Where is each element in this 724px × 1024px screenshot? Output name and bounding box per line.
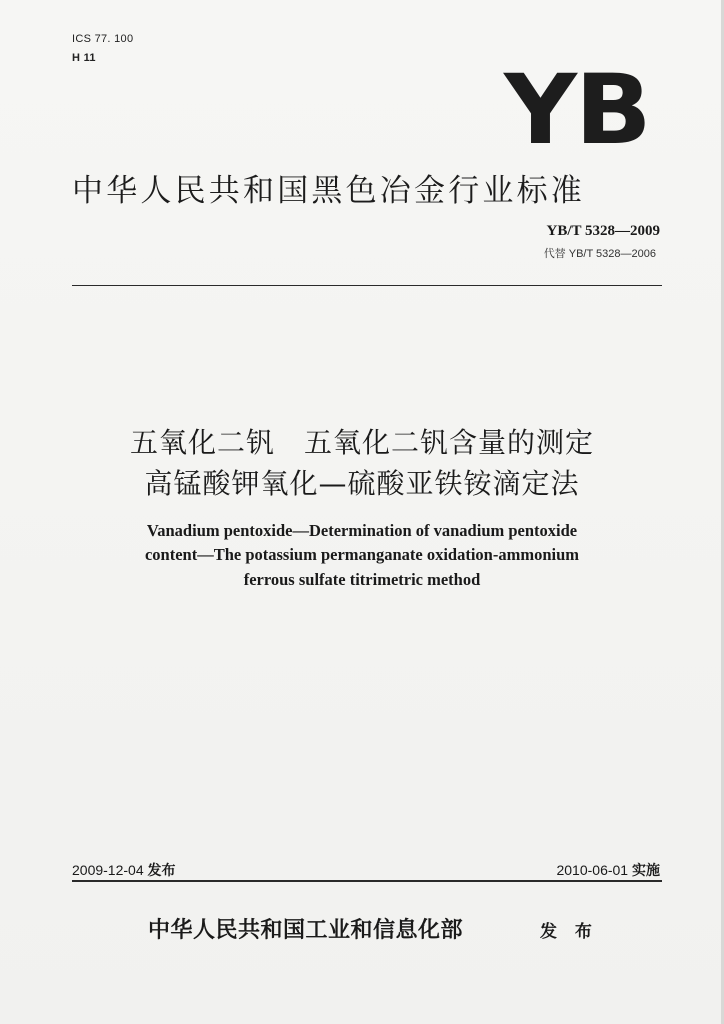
standard-number: YB/T 5328—2009: [546, 223, 660, 239]
en-title-line-3: ferrous sulfate titrimetric method: [243, 570, 481, 589]
yb-logo: YB: [504, 54, 650, 166]
en-title-line-2: content—The potassium permanganate oxidation-ammonium: [144, 545, 580, 564]
header-divider: [72, 285, 662, 286]
cn-title-line-2: 高锰酸钾氧化—硫酸亚铁铵滴定法: [144, 467, 580, 500]
en-title-line-1: Vanadium pentoxide—Determination of vanadium pentoxide: [146, 521, 578, 540]
issue-action: 发 布: [540, 922, 598, 942]
issue-date: 2009-12-04: [72, 862, 144, 878]
category-code: H 11: [72, 52, 96, 64]
cn-title-line-1: 五氧化二钒 五氧化二钒含量的测定: [129, 426, 594, 459]
issuing-authority: 中华人民共和国工业和信息化部: [148, 917, 464, 943]
implement-label: 实施: [632, 863, 660, 879]
footer-divider: [72, 880, 662, 882]
issue-date-block: [72, 860, 176, 880]
implement-date: 2010-06-01: [556, 862, 629, 878]
implement-date-block: [556, 860, 660, 880]
issue-label: 发布: [147, 863, 176, 879]
replaces-standard: 代替 YB/T 5328—2006: [543, 248, 656, 260]
industry-standard-title: 中华人民共和国黑色冶金行业标准: [72, 173, 585, 209]
ics-code: ICS 77. 100: [72, 33, 134, 45]
